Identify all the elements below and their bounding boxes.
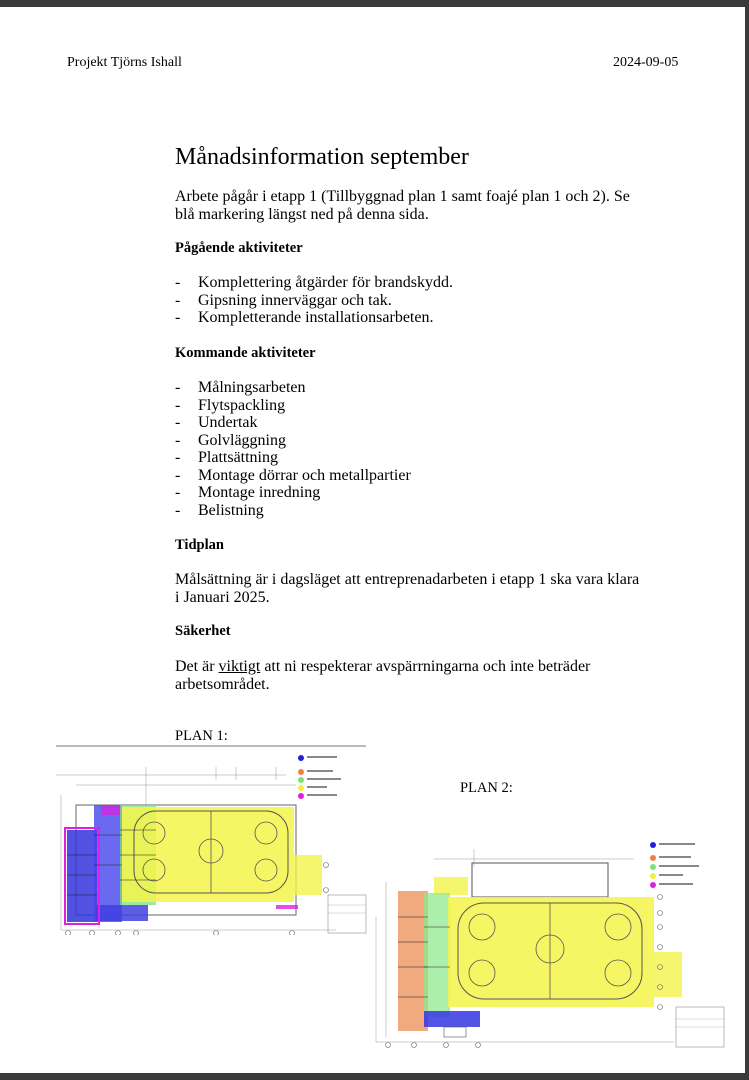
header-date: 2024-09-05 xyxy=(613,55,679,70)
safety-text-before: Det är xyxy=(175,658,219,675)
list-item: - Gipsning innerväggar och tak. xyxy=(175,292,453,310)
list-item: - Kompletterande installationsarbeten. xyxy=(175,309,453,327)
list-item: - Flytspackling xyxy=(175,397,411,415)
intro-paragraph: Arbete pågår i etapp 1 (Tillbyggnad plan 1 samt foajé plan 1 och 2). Se blå markering längst ned på denna sida. xyxy=(175,188,630,223)
safety-emphasis: viktigt xyxy=(218,658,261,675)
header-project: Projekt Tjörns Ishall xyxy=(67,55,182,70)
list-item: - Belistning xyxy=(175,502,411,520)
list-item: - Plattsättning xyxy=(175,449,411,467)
plan2-etapp3-area xyxy=(424,893,450,1017)
list-item: - Montage dörrar och metallpartier xyxy=(175,467,411,485)
safety-text-after: att ni respekterar avspärrningarna och inte beträder arbetsområdet. xyxy=(175,658,591,693)
page-title: Månadsinformation september xyxy=(175,144,469,170)
upcoming-heading: Kommande aktiviteter xyxy=(175,345,316,361)
schedule-paragraph: Målsättning är i dagsläget att entreprenadarbeten i etapp 1 ska vara klara i Januari 2025. xyxy=(175,571,640,606)
list-item: - Undertak xyxy=(175,414,411,432)
plan2-etapp1-area xyxy=(424,1011,480,1027)
safety-paragraph xyxy=(175,658,645,694)
upcoming-list xyxy=(175,379,411,519)
document-page xyxy=(0,7,745,1073)
plan2-drawing xyxy=(374,827,726,1049)
plan1-label: PLAN 1: xyxy=(175,728,228,744)
ongoing-list xyxy=(175,274,453,327)
ongoing-heading: Pågående aktiviteter xyxy=(175,240,303,256)
schedule-heading: Tidplan xyxy=(175,537,224,553)
plan1-drawing xyxy=(56,745,368,935)
plan2-etapp4-area xyxy=(448,897,654,1007)
list-item: - Golvläggning xyxy=(175,432,411,450)
plan2-label: PLAN 2: xyxy=(460,780,513,796)
list-item: - Komplettering åtgärder för brandskydd. xyxy=(175,274,453,292)
plan1-etapp1-area xyxy=(67,830,97,922)
list-item: - Montage inredning xyxy=(175,484,411,502)
plan1-etapp4-area xyxy=(122,807,294,902)
safety-heading: Säkerhet xyxy=(175,623,231,639)
list-item: - Målningsarbeten xyxy=(175,379,411,397)
plan2-etapp2-area xyxy=(398,891,428,1031)
